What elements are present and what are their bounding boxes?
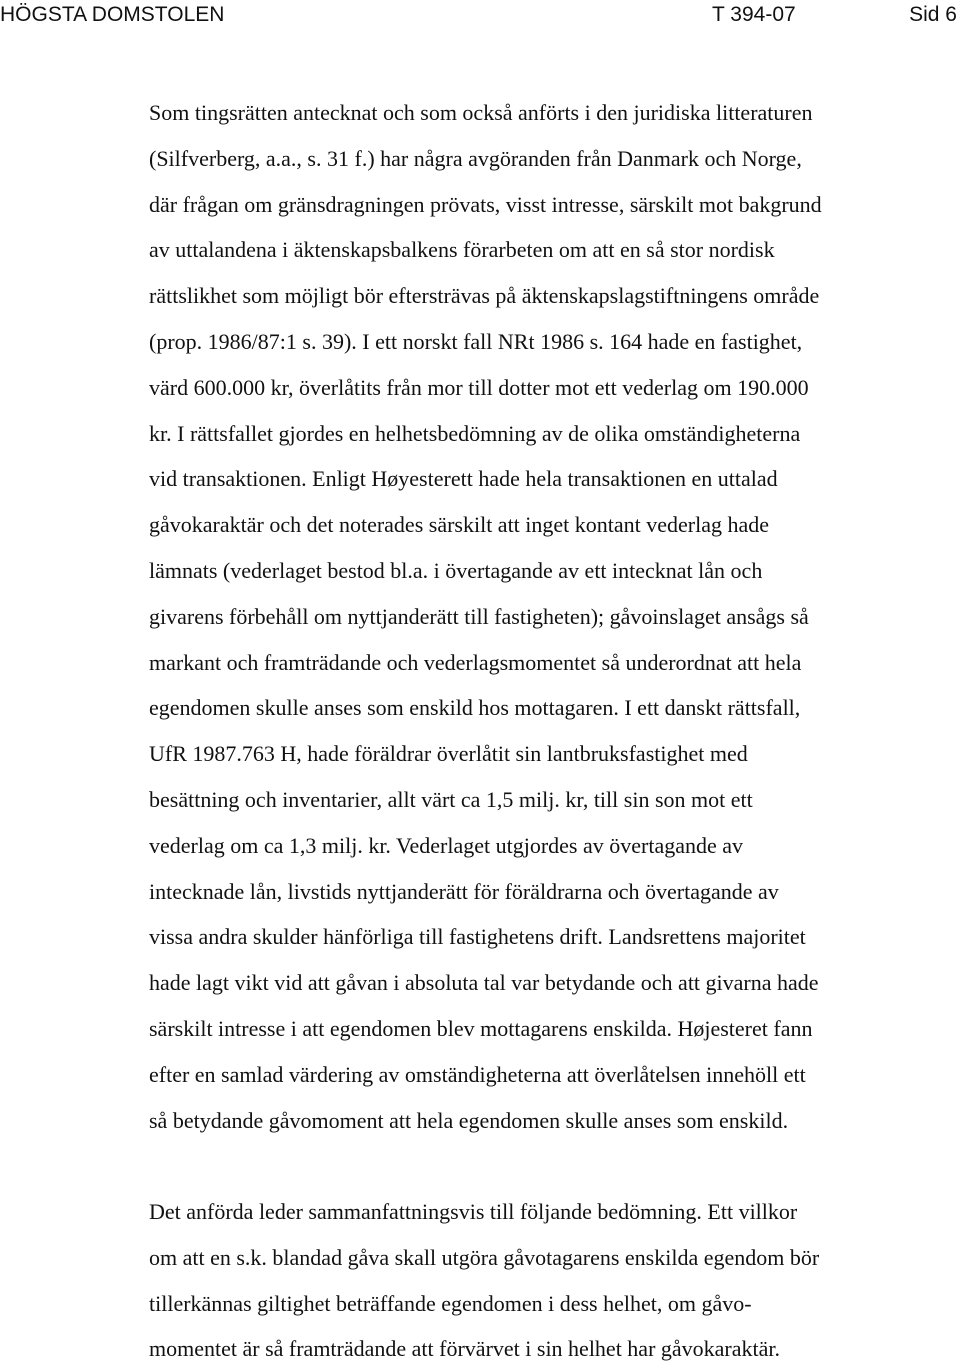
text-line: särskilt intresse i att egendomen blev mottagarens enskilda. Højesteret fann	[149, 1015, 813, 1041]
text-line: Som tingsrätten antecknat och som också anförts i den juridiska litteraturen	[149, 100, 813, 125]
text-line: gåvokaraktär och det noterades särskilt att inget kontant vederlag hade	[149, 512, 770, 538]
text-line: vid transaktionen. Enligt Høyesterett hade hela transaktionen en uttalad	[149, 466, 778, 492]
text-line: givarens förbehåll om nyttjanderätt till fastigheten); gåvoinslaget ansågs så	[149, 603, 809, 629]
text-line: intecknade lån, livstids nyttjanderätt för föräldrarna och övertagande av	[149, 878, 779, 904]
text-line: momentet är så framträdande att förvärvet i sin helhet har gåvokaraktär.	[149, 1336, 781, 1362]
text-line: Det anförda leder sammanfattningsvis till följande bedömning. Ett villkor	[149, 1199, 798, 1224]
text-line: (Silfverberg, a.a., s. 31 f.) har några avgöranden från Danmark och Norge,	[149, 145, 802, 171]
paragraph-2	[149, 1189, 960, 1372]
text-line: hade lagt vikt vid att gåvan i absoluta tal var betydande och att givarna hade	[149, 970, 819, 996]
text-line: lämnats (vederlaget bestod bl.a. i övertagande av ett intecknat lån och	[149, 557, 763, 583]
text-line: av uttalandena i äktenskapsbalkens förarbeten om att en så stor nordisk	[149, 237, 775, 263]
text-line: besättning och inventarier, allt värt ca 1,5 milj. kr, till sin son mot ett	[149, 786, 753, 812]
text-line: vederlag om ca 1,3 milj. kr. Vederlaget utgjordes av övertagande av	[149, 832, 743, 858]
text-line: om att en s.k. blandad gåva skall utgöra gåvotagarens enskilda egendom bör	[149, 1244, 820, 1270]
text-line: egendomen skulle anses som enskild hos mottagaren. I ett danskt rättsfall,	[149, 695, 801, 721]
court-name: HÖGSTA DOMSTOLEN	[0, 3, 225, 26]
text-line: efter en samlad värdering av omständigheterna att överlåtelsen innehöll ett	[149, 1061, 806, 1087]
text-line: kr. I rättsfallet gjordes en helhetsbedömning av de olika omständigheterna	[149, 420, 801, 446]
page-header	[0, 0, 960, 30]
text-line: vissa andra skulder hänförliga till fastighetens drift. Landsrettens majoritet	[149, 924, 806, 950]
text-line: UfR 1987.763 H, hade föräldrar överlåtit sin lantbruksfastighet med	[149, 741, 748, 767]
text-line: där frågan om gränsdragningen prövats, visst intresse, särskilt mot bakgrund	[149, 191, 822, 217]
case-number: T 394-07	[712, 3, 796, 26]
text-line: tillerkännas giltighet beträffande egendomen i dess helhet, om gåvo-	[149, 1290, 752, 1316]
text-line: markant och framträdande och vederlagsmomentet så underordnat att hela	[149, 649, 802, 675]
text-line: (prop. 1986/87:1 s. 39). I ett norskt fall NRt 1986 s. 164 hade en fastighet,	[149, 328, 803, 354]
paragraph-1	[149, 90, 960, 1143]
text-line: värd 600.000 kr, överlåtits från mor till dotter mot ett vederlag om 190.000	[149, 374, 809, 400]
text-line: rättslikhet som möjligt bör eftersträvas på äktenskapslagstiftningens område	[149, 283, 820, 309]
page-number: Sid 6	[909, 3, 957, 26]
text-line: så betydande gåvomoment att hela egendomen skulle anses som enskild.	[149, 1107, 789, 1133]
